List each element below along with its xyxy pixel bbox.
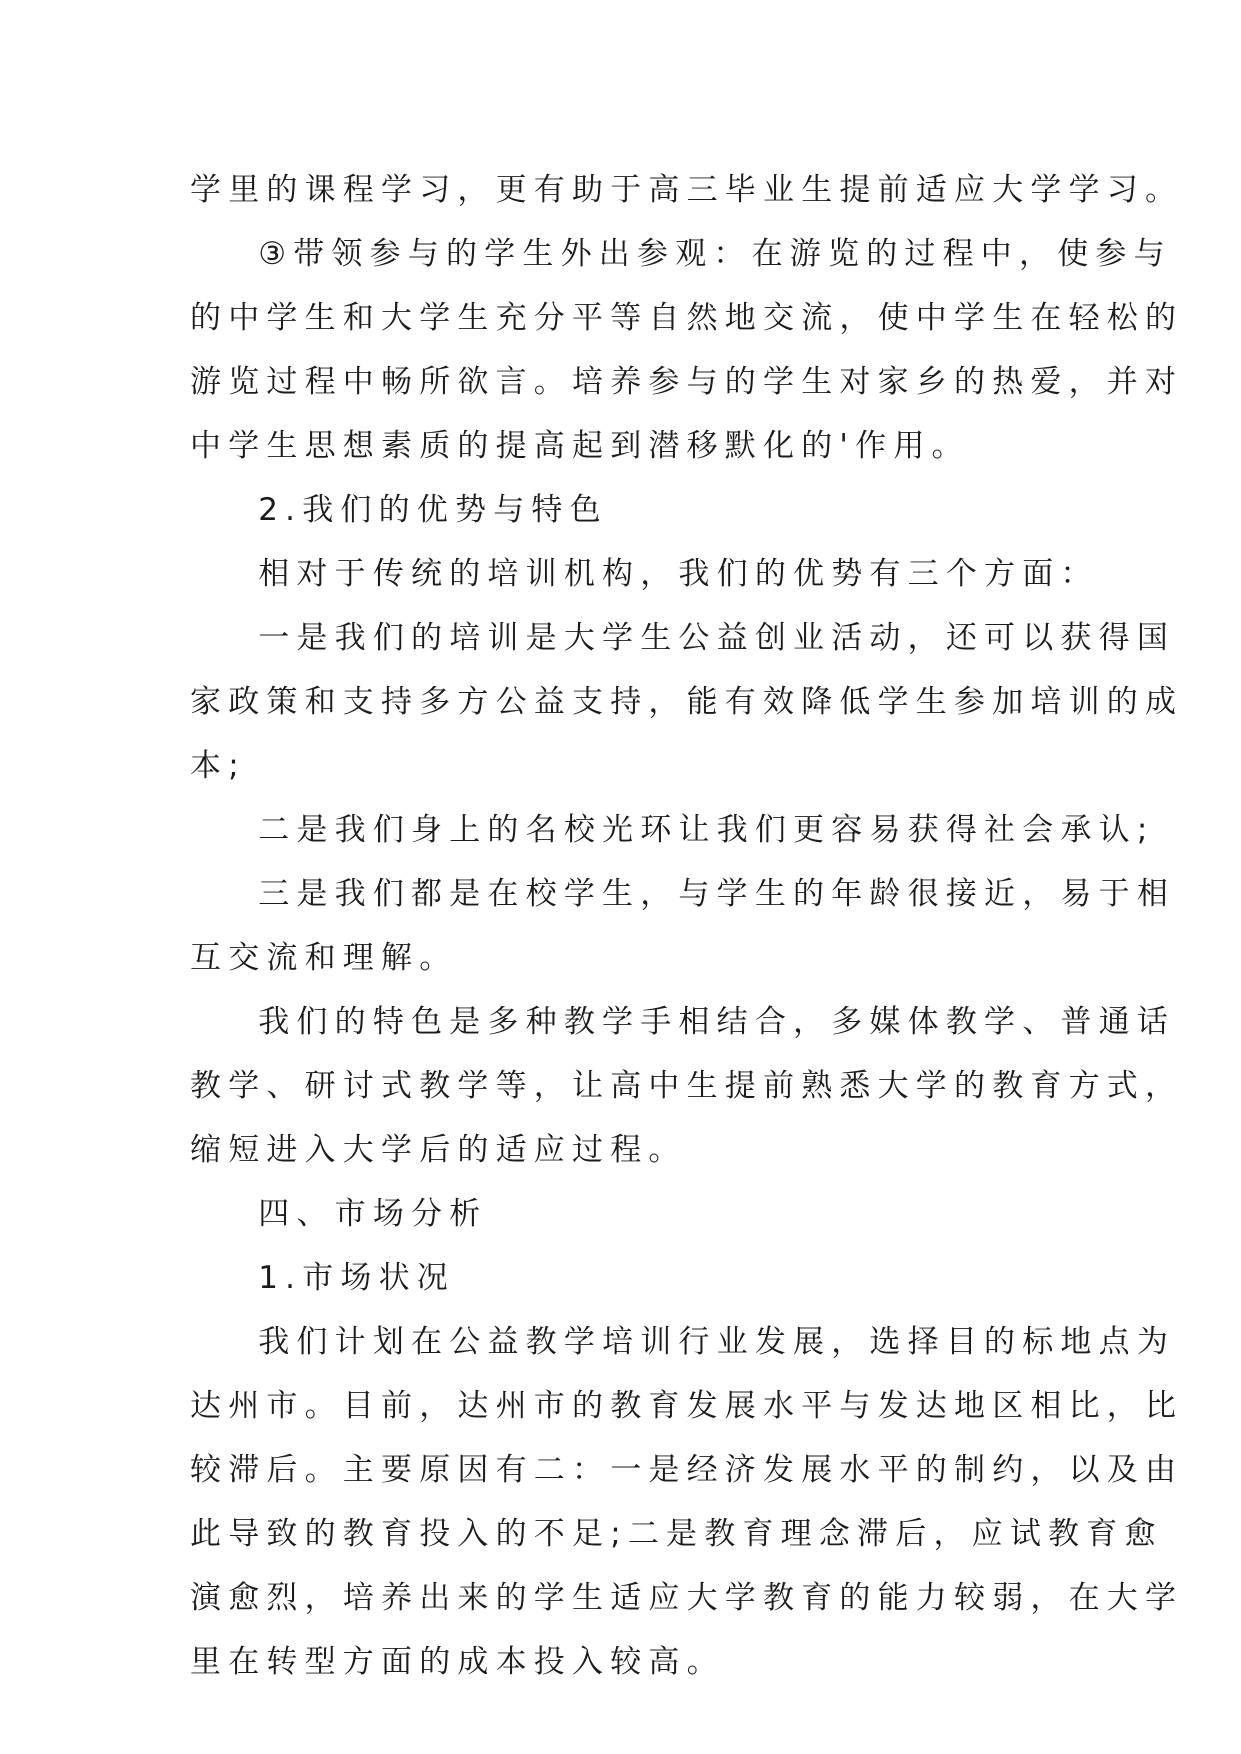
text-line: 缩短进入大学后的适应过程。 — [190, 1132, 687, 1168]
subsection-heading: 1.市场状况 — [190, 1260, 455, 1296]
section-heading: 四、市场分析 — [190, 1196, 488, 1232]
section-heading: 2.我们的优势与特色 — [190, 492, 608, 528]
text-line: 互交流和理解。 — [190, 940, 458, 976]
text-line: 我们的特色是多种教学手相结合，多媒体教学、普通话 — [190, 1004, 1176, 1040]
text-line: 中学生思想素质的提高起到潜移默化的'作用。 — [190, 428, 970, 464]
text-line: 演愈烈，培养出来的学生适应大学教育的能力较弱，在大学 — [190, 1580, 1184, 1616]
text-line: 二是我们身上的名校光环让我们更容易获得社会承认; — [190, 812, 1155, 848]
text-line: 的中学生和大学生充分平等自然地交流，使中学生在轻松的 — [190, 300, 1184, 336]
text-line: 较滞后。主要原因有二：一是经济发展水平的制约，以及由 — [190, 1452, 1184, 1488]
text-line: ③带领参与的学生外出参观：在游览的过程中，使参与 — [190, 236, 1172, 272]
text-line: 家政策和支持多方公益支持，能有效降低学生参加培训的成 — [190, 684, 1184, 720]
text-line: 一是我们的培训是大学生公益创业活动，还可以获得国 — [190, 620, 1176, 656]
text-line: 达州市。目前，达州市的教育发展水平与发达地区相比，比 — [190, 1388, 1184, 1424]
text-line: 我们计划在公益教学培训行业发展，选择目的标地点为 — [190, 1324, 1176, 1360]
text-line: 本; — [190, 748, 246, 784]
text-line: 相对于传统的培训机构，我们的优势有三个方面： — [190, 556, 1099, 592]
text-line: 游览过程中畅所欲言。培养参与的学生对家乡的热爱，并对 — [190, 364, 1184, 400]
text-line: 此导致的教育投入的不足;二是教育理念滞后，应试教育愈 — [190, 1516, 1163, 1552]
text-line: 里在转型方面的成本投入较高。 — [190, 1644, 725, 1680]
document-body — [190, 158, 1184, 1694]
text-line: 学里的课程学习，更有助于高三毕业生提前适应大学学习。 — [190, 172, 1184, 208]
text-line: 三是我们都是在校学生，与学生的年龄很接近，易于相 — [190, 876, 1176, 912]
text-line: 教学、研讨式教学等，让高中生提前熟悉大学的教育方式， — [190, 1068, 1184, 1104]
